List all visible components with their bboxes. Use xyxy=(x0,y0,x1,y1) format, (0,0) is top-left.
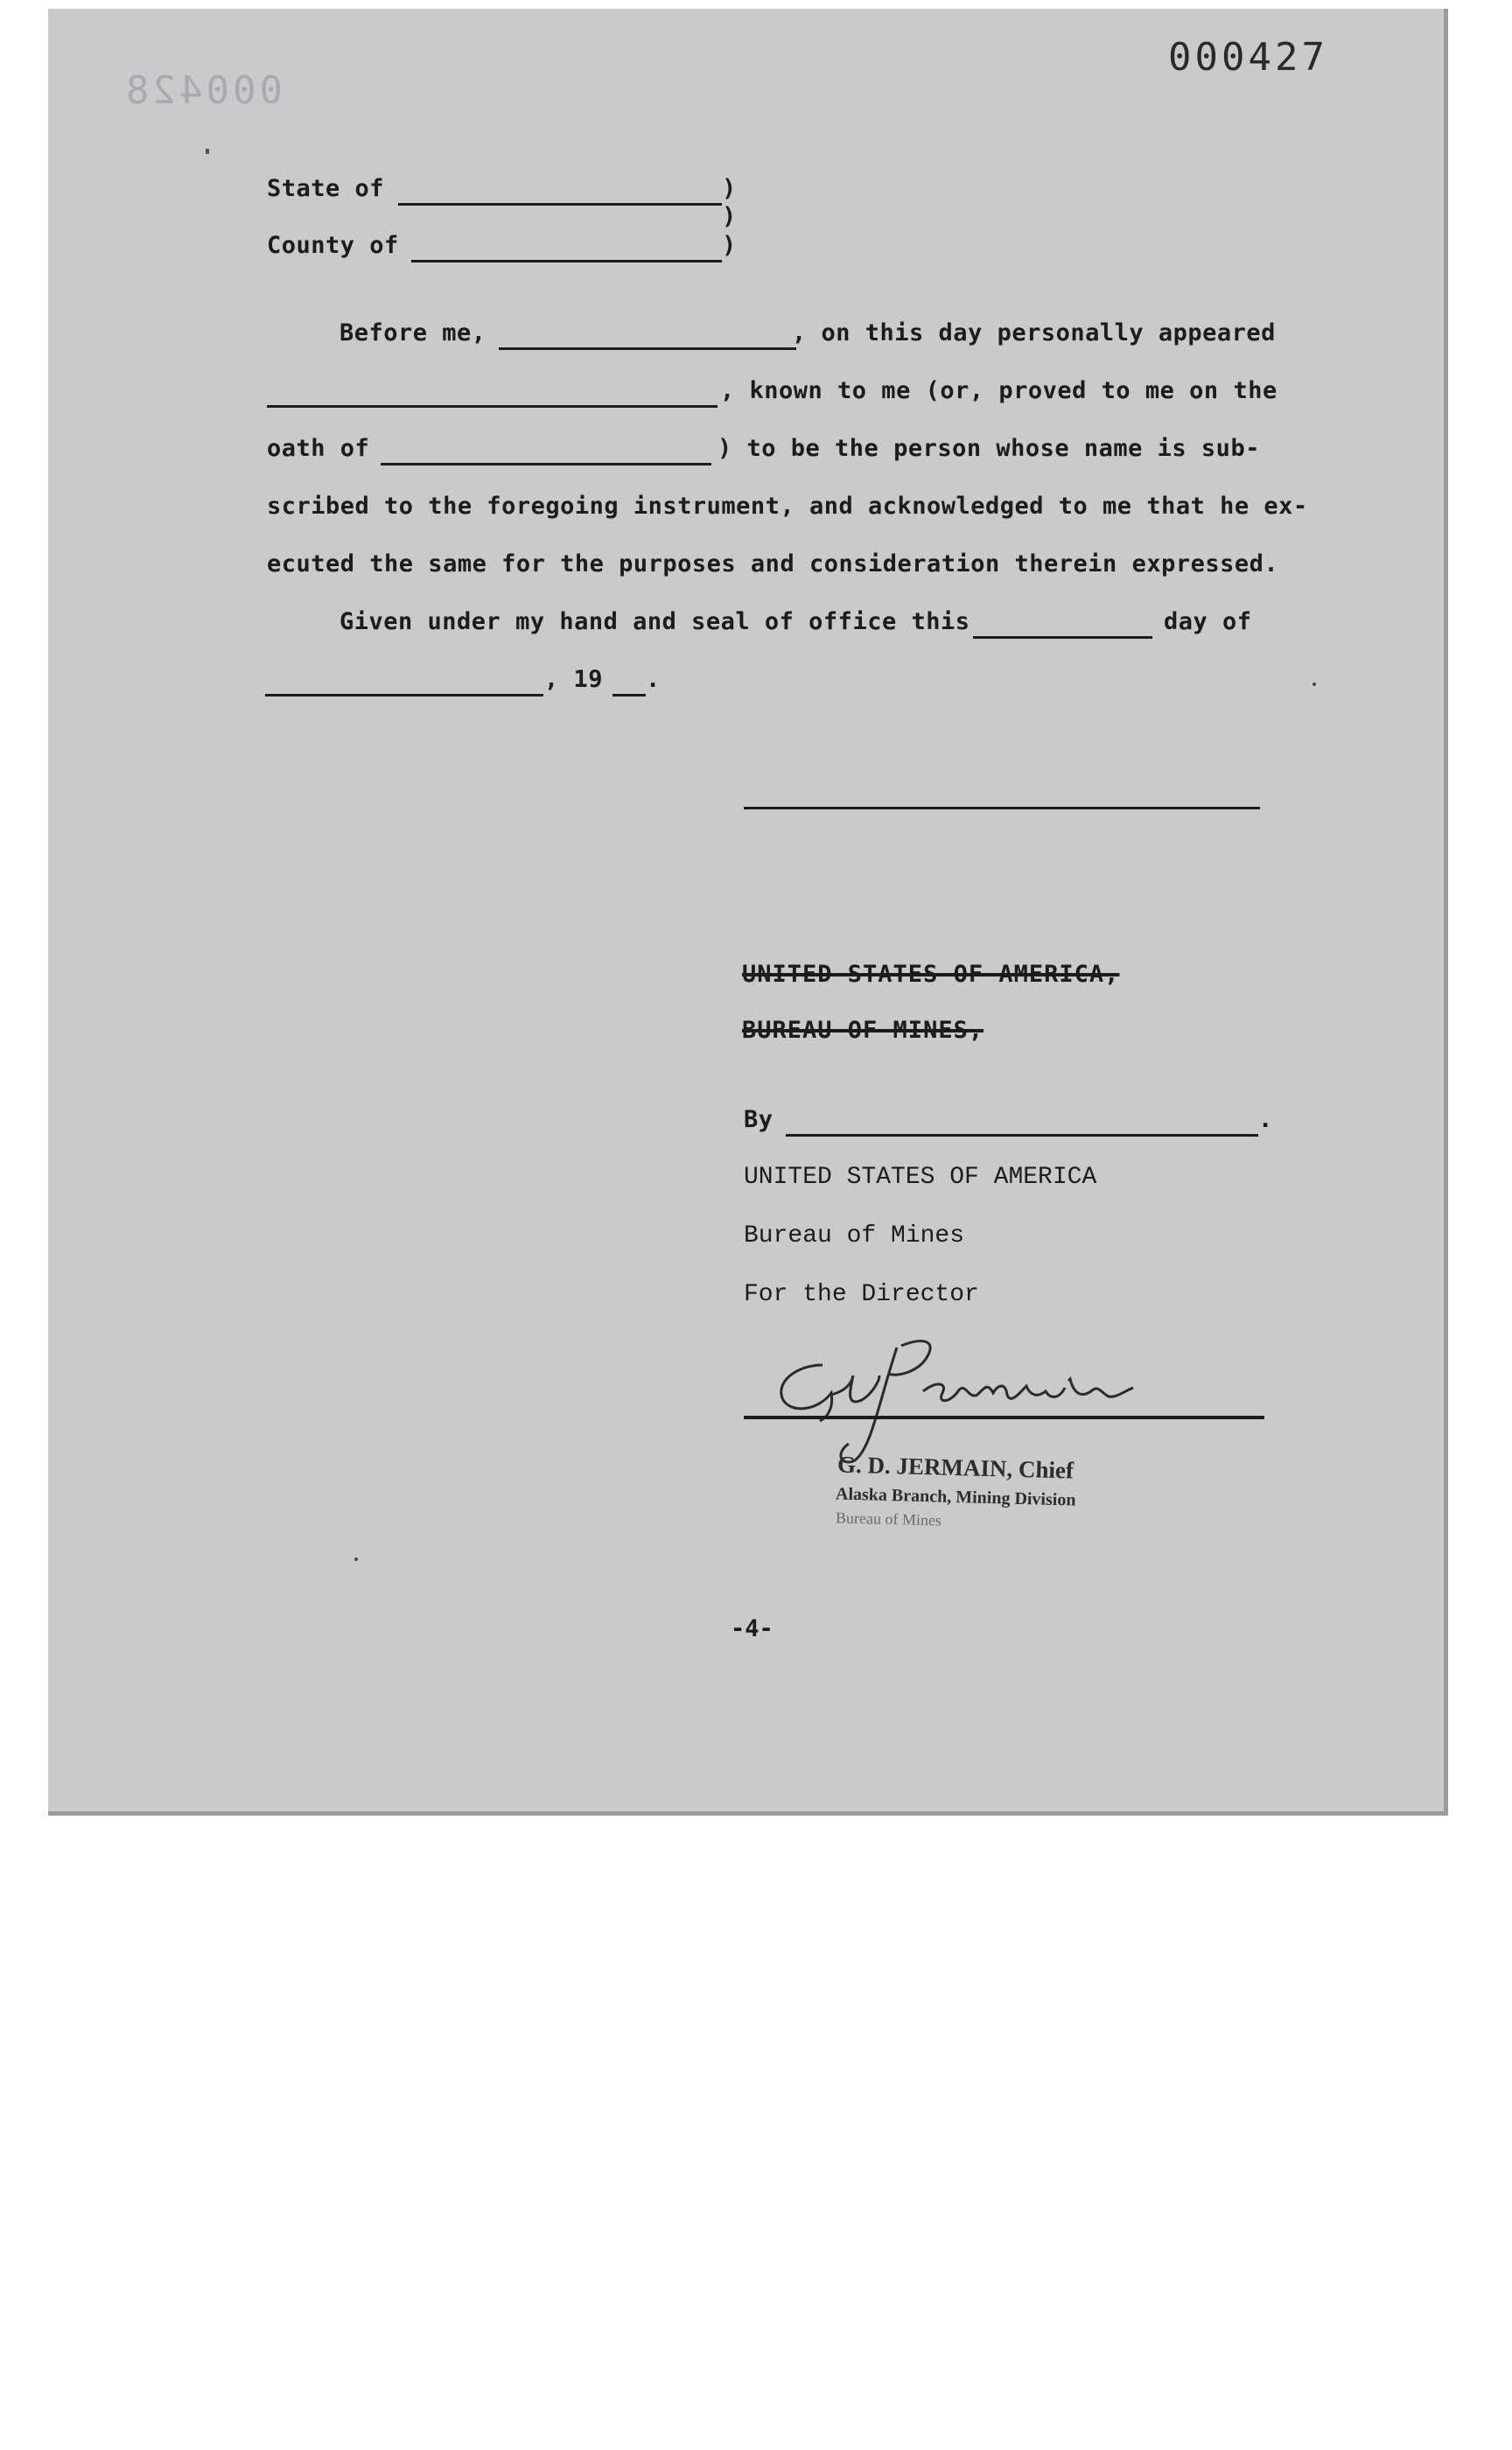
notary-signature-line xyxy=(744,807,1260,809)
speck xyxy=(1312,682,1316,686)
notary-name-blank xyxy=(499,347,796,350)
by-end: . xyxy=(1258,1106,1273,1133)
day-blank xyxy=(973,636,1152,639)
page-number: -4- xyxy=(731,1615,774,1642)
appearing-person-blank xyxy=(267,405,718,408)
signatory-line1: UNITED STATES OF AMERICA xyxy=(744,1164,1097,1191)
director-signature-line xyxy=(744,1416,1264,1419)
speck xyxy=(206,149,209,154)
struck-heading-line2: BUREAU OF MINES, xyxy=(742,1017,984,1044)
ack-line4: scribed to the foregoing instrument, and acknowledged to me that he ex- xyxy=(267,493,1308,520)
month-blank xyxy=(265,694,543,696)
ack-line3-before: oath of xyxy=(267,435,370,462)
ack-line1-after: , on this day personally appeared xyxy=(792,319,1276,346)
by-signature-blank xyxy=(786,1134,1258,1137)
ack-line3-after: ) to be the person whose name is sub- xyxy=(718,435,1260,462)
signatory-line3: For the Director xyxy=(744,1281,979,1308)
state-label: State of xyxy=(267,175,385,202)
year-prefix: , 19 xyxy=(544,666,604,693)
document-page xyxy=(48,9,1448,1816)
paren-state: ) xyxy=(722,175,737,202)
serial-number: 000427 xyxy=(1168,35,1328,80)
ack-line1-before: Before me, xyxy=(340,319,486,346)
stamp-bureau: Bureau of Mines xyxy=(835,1508,942,1530)
year-blank xyxy=(612,694,646,696)
given-line-before: Given under my hand and seal of office this xyxy=(340,608,970,635)
signatory-line2: Bureau of Mines xyxy=(744,1222,965,1250)
paren-county: ) xyxy=(722,232,737,259)
county-blank xyxy=(411,260,722,262)
ack-line2-after: , known to me (or, proved to me on the xyxy=(720,377,1278,404)
year-end: . xyxy=(646,666,661,693)
speck xyxy=(354,1558,358,1561)
given-line-after: day of xyxy=(1164,608,1252,635)
by-label: By xyxy=(744,1106,774,1133)
stamp-branch: Alaska Branch, Mining Division xyxy=(835,1484,1076,1510)
paren-middle: ) xyxy=(722,203,737,230)
struck-heading-line1: UNITED STATES OF AMERICA, xyxy=(742,961,1120,988)
ghost-serial-number: 000428 xyxy=(122,68,283,113)
ack-line5: ecuted the same for the purposes and consideration therein expressed. xyxy=(267,550,1279,578)
state-blank xyxy=(398,203,722,206)
oath-blank xyxy=(381,463,711,466)
county-label: County of xyxy=(267,232,399,259)
stamp-name: G. D. JERMAIN, Chief xyxy=(836,1451,1074,1484)
